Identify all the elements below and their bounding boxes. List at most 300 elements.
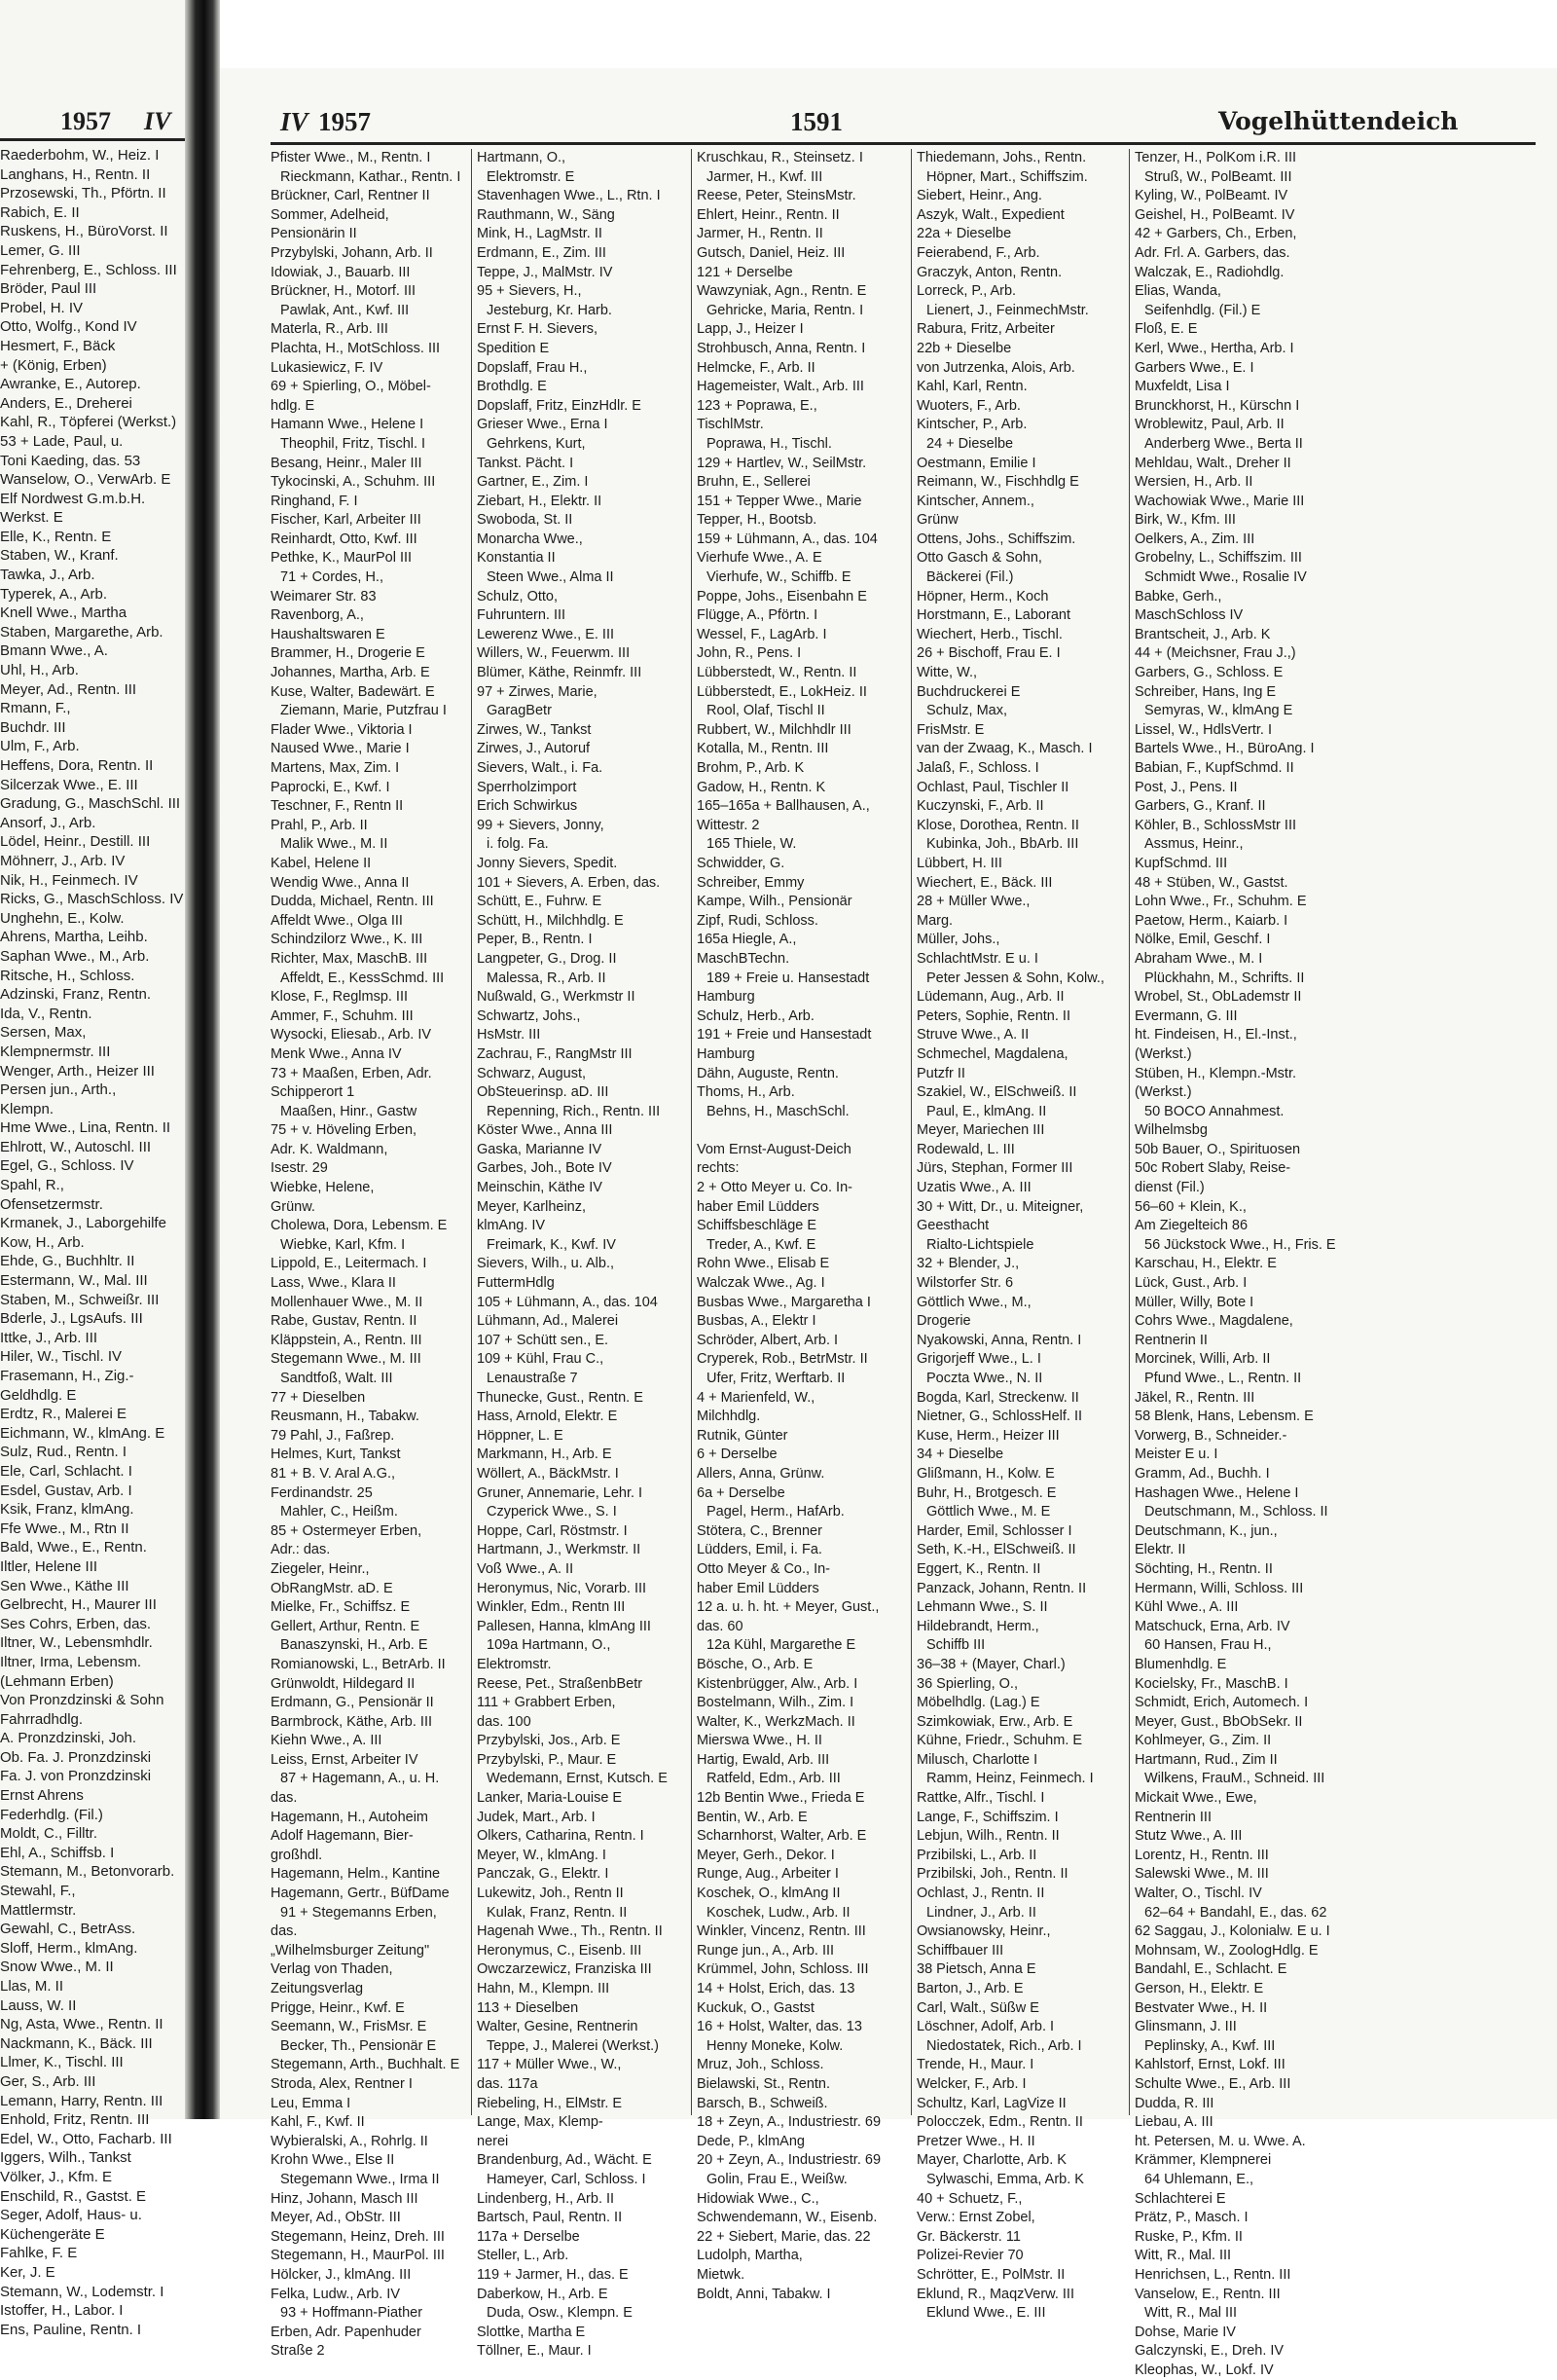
directory-entry: Lapp, J., Heizer I (697, 321, 804, 338)
directory-entry: 4 + Marienfeld, W., (697, 1389, 815, 1406)
directory-entry: Höpner, Mart., Schiffszim. (926, 168, 1088, 185)
directory-entry: Helmcke, F., Arb. II (697, 359, 815, 376)
directory-entry: Winkler, Vincenz, Rentn. III (697, 1923, 866, 1940)
directory-entry: Seifenhdlg. (Fil.) E (1144, 302, 1261, 318)
directory-entry: Wiechert, Herb., Tischl. (917, 626, 1063, 642)
directory-entry: Hiler, W., Tischl. IV (0, 1348, 123, 1366)
directory-entry: Mayer, Charlotte, Arb. K (917, 2152, 1067, 2169)
directory-entry: Ida, V., Rentn. (0, 1005, 92, 1022)
directory-entry: Kuse, Herm., Heizer III (917, 1427, 1060, 1444)
directory-entry: Zachrau, F., RangMstr III (477, 1045, 633, 1062)
directory-entry: Slottke, Martha E (477, 2324, 586, 2340)
directory-entry: Wysocki, Eliesab., Arb. IV (271, 1027, 432, 1044)
directory-entry: Ruske, P., Kfm. II (1135, 2228, 1243, 2245)
directory-entry: Sulz, Rud., Rentn. I (0, 1444, 127, 1461)
directory-entry: Sperrholzimport (477, 779, 577, 795)
directory-entry: Tepper, H., Bootsb. (697, 512, 817, 529)
directory-entry: Rutnik, Günter (697, 1427, 788, 1444)
directory-entry: Schulz, Herb., Arb. (697, 1007, 815, 1024)
street-heading: Vogelhüttendeich (1218, 107, 1459, 135)
directory-entry: Eichmann, W., klmAng. E (0, 1424, 165, 1442)
directory-entry: Blumenhdlg. E (1135, 1656, 1227, 1672)
directory-entry: großhdl. (271, 1847, 323, 1863)
directory-entry: Garbers, G., Kranf. II (1135, 798, 1266, 815)
directory-entry: Mickait Wwe., Ewe, (1135, 1790, 1257, 1807)
directory-entry: Matschuck, Erna, Arb. IV (1135, 1618, 1290, 1634)
directory-entry: Malik Wwe., M. II (280, 836, 388, 853)
directory-entry: Richter, Max, MaschB. III (271, 950, 428, 967)
directory-entry: Ker, J. E (0, 2263, 55, 2281)
directory-entry: Ger, S., Arb. III (0, 2072, 96, 2090)
directory-entry: Bösche, O., Arb. E (697, 1656, 814, 1672)
directory-entry: Fa. J. von Pronzdzinski (0, 1768, 152, 1785)
directory-entry: Bäckerei (Fil.) (926, 569, 1014, 586)
directory-entry: Pensionärin II (271, 226, 357, 242)
directory-entry: Hermann, Willi, Schloss. III (1135, 1580, 1304, 1596)
directory-entry: Haushaltswaren E (271, 626, 385, 642)
directory-entry: Ffe Wwe., M., Rtn II (0, 1520, 129, 1537)
page-number: 1591 (790, 107, 843, 136)
directory-entry: Hesmert, F., Bäck (0, 337, 116, 354)
directory-entry: 12b Bentin Wwe., Frieda E (697, 1790, 865, 1807)
directory-entry: Ziegeler, Heinr., (271, 1560, 370, 1577)
directory-entry: Vierhufe, W., Schiffb. E (706, 569, 851, 586)
header-rule (271, 142, 1536, 145)
directory-entry: Lübberstedt, E., LokHeiz. II (697, 683, 867, 700)
directory-entry: Ens, Pauline, Rentn. I (0, 2321, 142, 2338)
directory-entry: Eklund Wwe., E. III (926, 2305, 1046, 2322)
directory-entry: Snow Wwe., M. II (0, 1959, 114, 1976)
directory-entry: 129 + Hartlev, W., SeilMstr. (697, 455, 867, 471)
directory-entry: Nackmann, K., Bäck. III (0, 2034, 153, 2052)
directory-entry: Nyakowski, Anna, Rentn. I (917, 1332, 1082, 1348)
directory-entry: 36–38 + (Mayer, Charl.) (917, 1656, 1066, 1672)
directory-entry: (Werkst.) (1135, 1045, 1192, 1062)
directory-entry: Buchdruckerei E (917, 683, 1021, 700)
directory-entry: Lienert, J., FeinmechMstr. (926, 302, 1089, 318)
directory-entry: (Lehmann Erben) (0, 1672, 114, 1690)
directory-entry: Graczyk, Anton, Rentn. (917, 264, 1063, 280)
directory-entry: Langhans, H., Rentn. II (0, 165, 151, 183)
directory-entry: Esdel, Gustav, Arb. I (0, 1482, 132, 1499)
directory-entry: Teppe, J., Malerei (Werkst.) (487, 2037, 660, 2054)
directory-entry: Mehldau, Walt., Dreher II (1135, 455, 1291, 471)
directory-entry: Geldhdlg. E (0, 1386, 77, 1404)
directory-entry: 20 + Zeyn, A., Industriestr. 69 (697, 2152, 882, 2169)
directory-entry: klmAng. IV (477, 1218, 546, 1234)
directory-entry: Polizei-Revier 70 (917, 2248, 1024, 2264)
directory-entry: Wybieralski, A., Rohrlg. II (271, 2133, 428, 2149)
directory-entry: Runge jun., A., Arb. III (697, 1942, 835, 1959)
directory-entry: Lorentz, H., Rentn. III (1135, 1847, 1269, 1863)
directory-entry: Uzatis Wwe., A. III (917, 1180, 1032, 1196)
directory-entry: Lübberstedt, W., Rentn. II (697, 665, 857, 681)
directory-entry: Kiehn Wwe., A. III (271, 1733, 382, 1749)
directory-entry: Nölke, Emil, Geschf. I (1135, 932, 1271, 948)
directory-entry: Kahlstorf, Ernst, Lokf. III (1135, 2057, 1285, 2073)
directory-entry: Kühne, Friedr., Schuhm. E (917, 1733, 1083, 1749)
directory-entry: Ochlast, Paul, Tischler II (917, 779, 1069, 795)
directory-entry: SchlachtMstr. E u. I (917, 950, 1038, 967)
directory-entry: Ochlast, J., Rentn. II (917, 1886, 1045, 1902)
directory-entry: Gehricke, Maria, Rentn. I (706, 302, 864, 318)
directory-entry: Adolf Hagemann, Bier- (271, 1828, 414, 1845)
directory-entry: Zirwes, W., Tankst (477, 721, 592, 738)
directory-entry: Judek, Mart., Arb. I (477, 1809, 596, 1825)
directory-entry: Lewerenz Wwe., E. III (477, 626, 615, 642)
directory-entry: Ottens, Johs., Schiffszim. (917, 531, 1076, 547)
directory-entry: Llas, M. II (0, 1978, 64, 1995)
directory-entry: Jalaß, F., Schloss. I (917, 760, 1039, 776)
directory-entry: Evermann, G. III (1135, 1007, 1238, 1024)
directory-entry: 22a + Dieselbe (917, 226, 1012, 242)
directory-entry: Wuoters, F., Arb. (917, 397, 1021, 414)
directory-entry: von Jutrzenka, Alois, Arb. (917, 359, 1075, 376)
directory-entry: Hamburg (697, 989, 755, 1006)
directory-entry: Fehrenberg, E., Schloss. III (0, 261, 177, 278)
directory-entry: Elle, K., Rentn. E (0, 528, 112, 545)
directory-entry: Zipf, Rudi, Schloss. (697, 912, 818, 929)
directory-entry: Otto Gasch & Sohn, (917, 550, 1042, 567)
directory-entry: Glinsmann, J. III (1135, 2019, 1237, 2035)
directory-entry: 58 Blenk, Hans, Lebensm. E (1135, 1409, 1314, 1425)
directory-entry: 117a + Derselbe (477, 2228, 580, 2245)
left-page-section: IV (144, 107, 171, 135)
directory-entry: Hagenah Wwe., Th., Rentn. II (477, 1923, 663, 1940)
directory-entry: Grieser Wwe., Erna I (477, 417, 608, 433)
directory-entry: Hashagen Wwe., Helene I (1135, 1484, 1299, 1501)
directory-entry: Klempn. (0, 1100, 54, 1117)
directory-entry: Geishel, H., PolBeamt. IV (1135, 206, 1295, 223)
directory-entry: Meyer, Ad., Rentn. III (0, 680, 137, 698)
directory-entry: Ittke, J., Arb. III (0, 1329, 98, 1346)
directory-entry: Romianowski, L., BetrArb. II (271, 1656, 446, 1672)
directory-entry: Schwartz, Johs., (477, 1007, 581, 1024)
directory-entry: Dähn, Auguste, Rentn. (697, 1065, 839, 1081)
right-page (220, 68, 1557, 2378)
directory-entry: A. Pronzdzinski, Joh. (0, 1730, 137, 1747)
directory-entry: Vanselow, E., Rentn. III (1135, 2286, 1281, 2302)
directory-entry: Brohm, P., Arb. K (697, 760, 805, 776)
directory-entry: Heronymus, C., Eisenb. III (477, 1942, 642, 1959)
directory-entry: Mohnsam, W., ZoologHdlg. E (1135, 1942, 1319, 1959)
left-page-column (0, 146, 184, 2339)
directory-entry: Tankst. Pächt. I (477, 455, 574, 471)
directory-entry: Monarcha Wwe., (477, 531, 583, 547)
directory-entry: Steen Wwe., Alma II (487, 569, 614, 586)
directory-entry: Wendig Wwe., Anna II (271, 874, 410, 891)
directory-entry: Grigorjeff Wwe., L. I (917, 1351, 1041, 1368)
directory-entry: Geesthacht (917, 1218, 990, 1234)
directory-entry: Ehlrott, W., Autoschl. III (0, 1138, 152, 1155)
directory-entry: Sandtfoß, Walt. III (280, 1371, 393, 1386)
directory-entry: Cohrs Wwe., Magdalene, (1135, 1313, 1293, 1330)
directory-entry: Panczak, G., Elektr. I (477, 1866, 609, 1883)
directory-entry: 87 + Hagemann, A., u. H. (280, 1771, 440, 1787)
directory-entry: Lange, F., Schiffszim. I (917, 1809, 1059, 1825)
directory-entry: Lödel, Heinr., Destill. III (0, 833, 151, 851)
directory-entry: Erben, Adr. Papenhuder (271, 2324, 421, 2340)
directory-entry: Kintscher, Annem., (917, 493, 1034, 509)
directory-entry: Kistenbrügger, Alw., Arb. I (697, 1675, 858, 1692)
directory-entry: Paul, E., klmAng. II (926, 1103, 1047, 1119)
directory-entry: Hoppe, Carl, Röstmstr. I (477, 1522, 628, 1539)
directory-entry: Maaßen, Hinr., Gastw (280, 1103, 417, 1119)
directory-entry: Lühmann, Ad., Malerei (477, 1313, 619, 1330)
directory-entry: Sommer, Adelheid, (271, 206, 389, 223)
directory-entry: Kahl, R., Töpferei (Werkst.) (0, 414, 177, 431)
directory-entry: Tawka, J., Arb. (0, 567, 95, 584)
directory-entry: Affeldt Wwe., Olga III (271, 912, 403, 929)
book-gutter (185, 0, 220, 2119)
directory-entry: Garbers, G., Schloss. E (1135, 665, 1284, 681)
directory-entry: 117 + Müller Wwe., W., (477, 2057, 622, 2073)
directory-entry: 71 + Cordes, H., (280, 569, 383, 586)
directory-entry: Ammer, F., Schuhm. III (271, 1007, 414, 1024)
directory-entry: Nußwald, G., Werkmstr II (477, 989, 635, 1006)
directory-entry: 165a Hiegle, A., (697, 932, 797, 948)
directory-entry: 56 Jückstock Wwe., H., Fris. E (1144, 1236, 1336, 1253)
directory-entry: dienst (Fil.) (1135, 1180, 1205, 1196)
directory-entry: Mahler, C., Heißm. (280, 1504, 398, 1520)
directory-entry: 44 + (Meichsner, Frau J.,) (1135, 645, 1296, 662)
directory-entry: van der Zwaag, K., Masch. I (917, 741, 1093, 757)
directory-entry: Elektr. II (1135, 1542, 1186, 1558)
directory-entry: Weimarer Str. 83 (271, 588, 377, 604)
directory-entry: Lübbert, H. III (917, 855, 1002, 871)
directory-entry: Vierhufe Wwe., A. E (697, 550, 822, 567)
directory-entry: Gradung, G., MaschSchl. III (0, 795, 181, 813)
directory-entry: Elektromstr. (477, 1656, 552, 1672)
directory-entry: Duda, Osw., Klempn. E (487, 2305, 633, 2322)
directory-entry: Banaszynski, H., Arb. E (280, 1637, 428, 1654)
directory-entry: Milchhdlg. (697, 1409, 761, 1425)
directory-entry: Dopslaff, Fritz, EinzHdlr. E (477, 397, 641, 414)
directory-entry: Sen Wwe., Käthe III (0, 1577, 129, 1594)
directory-entry: Adr.: das. (271, 1542, 331, 1558)
directory-entry: Horstmann, E., Laborant (917, 607, 1070, 624)
directory-entry: Stegemann Wwe., Irma II (280, 2171, 440, 2187)
directory-entry: Gelbrecht, H., Maurer III (0, 1596, 157, 1614)
directory-entry: Kow, H., Arb. (0, 1233, 85, 1251)
directory-entry: Gr. Bäckerstr. 11 (917, 2228, 1021, 2245)
directory-entry: 105 + Lühmann, A., das. 104 (477, 1294, 658, 1310)
directory-entry: Bogda, Karl, Streckenw. II (917, 1389, 1079, 1406)
directory-entry: Probel, H. IV (0, 299, 84, 316)
directory-entry: Allers, Anna, Grünw. (697, 1465, 825, 1482)
directory-entry: Kotalla, M., Rentn. III (697, 741, 829, 757)
directory-entry: 75 + v. Höveling Erben, (271, 1122, 417, 1139)
directory-entry: Thoms, H., Arb. (697, 1084, 795, 1101)
directory-entry: Estermann, W., Mal. III (0, 1272, 148, 1290)
directory-entry: Bartsch, Paul, Rentn. II (477, 2210, 623, 2226)
directory-entry: Awranke, E., Autorep. (0, 376, 141, 393)
directory-entry: Nik, H., Feinmech. IV (0, 871, 138, 889)
directory-entry: Hamburg (697, 1045, 755, 1062)
directory-column-4 (917, 149, 1111, 2322)
directory-entry: Rieckmann, Kathar., Rentn. I (280, 168, 461, 185)
directory-entry: Floß, E. E (1135, 321, 1198, 338)
directory-entry: 28 + Müller Wwe., (917, 894, 1031, 910)
directory-entry: Kuckuk, O., Gastst (697, 1999, 815, 2016)
directory-entry: 113 + Dieselben (477, 1999, 579, 2016)
directory-entry: 42 + Garbers, Ch., Erben, (1135, 226, 1297, 242)
directory-entry: Bmann Wwe., A. (0, 642, 108, 660)
directory-entry: Kuse, Walter, Badewärt. E (271, 683, 435, 700)
directory-entry: Ehlert, Heinr., Rentn. II (697, 206, 840, 223)
directory-entry: Barsch, B., Schweiß. (697, 2095, 828, 2111)
directory-entry: Babke, Gerh., (1135, 588, 1222, 604)
directory-entry: Mollenhauer Wwe., M. II (271, 1294, 423, 1310)
directory-entry: Klose, F., Reglmsp. III (271, 989, 409, 1006)
directory-entry: Behns, H., MaschSchl. (706, 1103, 850, 1119)
directory-entry: Barmbrock, Käthe, Arb. III (271, 1713, 433, 1730)
directory-entry: Otto, Wolfg., Kond IV (0, 318, 137, 336)
directory-entry: Przybylski, Johann, Arb. II (271, 244, 433, 261)
directory-entry: Ruskens, H., BüroVorst. II (0, 223, 168, 240)
directory-entry: Meyer, W., klmAng. I (477, 1847, 606, 1863)
directory-entry: Wilhelmsbg (1135, 1122, 1208, 1139)
directory-entry: Koschek, O., klmAng II (697, 1886, 841, 1902)
directory-entry: 24 + Dieselbe (926, 435, 1014, 452)
directory-entry: Prahl, P., Arb. II (271, 817, 368, 833)
directory-entry: Toni Kaeding, das. 53 (0, 452, 141, 469)
directory-entry: Schwarz, August, (477, 1065, 587, 1081)
directory-entry: Von Pronzdzinski & Sohn (0, 1692, 164, 1709)
directory-entry: 50 BOCO Annahmest. (1144, 1103, 1285, 1119)
directory-entry: Schütt, H., Milchhdlg. E (477, 912, 624, 929)
directory-entry: Krmanek, J., Laborgehilfe (0, 1215, 166, 1232)
directory-entry: 62 Saggau, J., Kolonialw. E u. I (1135, 1923, 1330, 1940)
directory-entry: 32 + Blender, J., (917, 1256, 1020, 1272)
directory-entry: Schlachterei E (1135, 2190, 1226, 2207)
directory-entry: Sersen, Max, (0, 1024, 87, 1042)
directory-entry: Enschild, R., Gastst. E (0, 2187, 147, 2205)
directory-entry: Meinschin, Käthe IV (477, 1180, 602, 1196)
directory-entry: Ziebart, H., Elektr. II (477, 493, 602, 509)
directory-entry: Meyer, Mariechen III (917, 1122, 1045, 1139)
directory-entry: das. (271, 1790, 298, 1807)
directory-entry: Gutsch, Daniel, Heiz. III (697, 244, 846, 261)
directory-entry: Theophil, Fritz, Tischl. I (280, 435, 426, 452)
directory-entry: i. folg. Fa. (487, 836, 549, 853)
directory-entry: Wessel, F., LagArb. I (697, 626, 827, 642)
directory-entry: Meyer, Gust., BbObSekr. II (1135, 1713, 1303, 1730)
directory-entry: 81 + B. V. Aral A.G., (271, 1465, 396, 1482)
directory-entry: Swoboda, St. II (477, 512, 573, 529)
directory-entry: Peters, Sophie, Rentn. II (917, 1007, 1070, 1024)
directory-entry: Elektromstr. E (487, 168, 575, 185)
directory-entry: Gewahl, C., BetrAss. (0, 1921, 136, 1938)
column-divider (911, 149, 912, 2115)
directory-entry: 2 + Otto Meyer u. Co. In- (697, 1180, 852, 1196)
directory-entry: Gehrkens, Kurt, (487, 435, 586, 452)
directory-entry: Ehl, A., Schiffsb. I (0, 1844, 115, 1861)
directory-entry: Lenaustraße 7 (487, 1371, 578, 1386)
directory-entry: Adr. Frl. A. Garbers, das. (1135, 244, 1290, 261)
directory-entry: Polocczek, Edm., Rentn. II (917, 2114, 1083, 2131)
directory-entry: Höpner, Herm., Koch (917, 588, 1049, 604)
directory-entry: 79 Pahl, J., Faßrep. (271, 1427, 395, 1444)
directory-entry: Persen jun., Arth., (0, 1081, 117, 1099)
directory-entry: Prigge, Heinr., Kwf. E (271, 1999, 405, 2016)
directory-entry: 18 + Zeyn, A., Industriestr. 69 (697, 2114, 882, 2131)
directory-entry: Zeitungsverlag (271, 1981, 364, 1996)
directory-entry: Vom Ernst-August-Deich (697, 1141, 851, 1157)
directory-entry: Peper, B., Rentn. I (477, 932, 593, 948)
directory-entry: Iltner, W., Lebensmhdlr. (0, 1634, 153, 1652)
directory-entry (697, 1121, 891, 1141)
directory-entry: 14 + Holst, Erich, das. 13 (697, 1981, 855, 1996)
directory-entry: Möbelhdlg. (Lag.) E (917, 1695, 1040, 1711)
directory-entry: Fuhruntern. III (477, 607, 566, 624)
directory-entry: Hölcker, J., klmAng. III (271, 2266, 412, 2283)
directory-entry: Rentnerin III (1135, 1809, 1212, 1825)
directory-entry: Owsianowsky, Heinr., (917, 1923, 1051, 1940)
directory-entry: Walter, Gesine, Rentnerin (477, 2019, 638, 2035)
directory-entry: Rentnerin II (1135, 1332, 1208, 1348)
directory-entry: Kahl, F., Kwf. II (271, 2114, 365, 2131)
directory-entry: Gellert, Arthur, Rentn. E (271, 1618, 420, 1634)
directory-entry: 62–64 + Bandahl, E., das. 62 (1144, 1904, 1327, 1921)
directory-entry: Ehde, G., Buchhltr. II (0, 1253, 135, 1270)
directory-entry: 40 + Schuetz, F., (917, 2190, 1023, 2207)
directory-entry: Ratfeld, Edm., Arb. III (706, 1771, 841, 1787)
directory-entry: Tykocinski, A., Schuhm. III (271, 474, 436, 491)
directory-entry: Stegemann, H., MaurPol. III (271, 2248, 445, 2264)
directory-entry: Istoffer, H., Labor. I (0, 2302, 124, 2320)
directory-entry: Marg. (917, 912, 954, 929)
directory-entry: Assmus, Heinr., (1144, 836, 1244, 853)
directory-entry: Rabura, Fritz, Arbeiter (917, 321, 1055, 338)
directory-entry: Dudda, R. III (1135, 2095, 1214, 2111)
directory-entry: Bröder, Paul III (0, 280, 97, 298)
directory-entry: Staben, Margarethe, Arb. (0, 623, 163, 641)
directory-entry: Golin, Frau E., Weißw. (706, 2171, 848, 2187)
directory-entry: Pfund Wwe., L., Rentn. II (1144, 1371, 1302, 1386)
directory-entry: Trende, H., Maur. I (917, 2057, 1034, 2073)
directory-entry: Schwendemann, W., Eisenb. (697, 2210, 878, 2226)
directory-entry: Bielawski, St., Rentn. (697, 2075, 830, 2092)
directory-entry: Thunecke, Gust., Rentn. E (477, 1389, 643, 1406)
directory-entry: Reusmann, H., Tabakw. (271, 1409, 419, 1425)
directory-entry: Rabich, E. II (0, 203, 80, 221)
directory-entry: Stutz Wwe., A. III (1135, 1828, 1243, 1845)
directory-entry: Straße 2 (271, 2343, 325, 2360)
directory-entry: Hartmann, J., Werkmstr. II (477, 1542, 641, 1558)
directory-entry: Unghehn, E., Kolw. (0, 909, 125, 927)
directory-entry: Salewski Wwe., M. III (1135, 1866, 1269, 1883)
directory-entry: Szimkowiak, Erw., Arb. E (917, 1713, 1073, 1730)
directory-entry: Rodewald, L. III (917, 1141, 1015, 1157)
directory-entry: Vorwerg, B., Schneider.- (1135, 1427, 1287, 1444)
directory-entry: Ringhand, F. I (271, 493, 358, 509)
directory-entry: Plückhahn, M., Schrifts. II (1144, 970, 1305, 986)
directory-entry: Jürs, Stephan, Former III (917, 1160, 1073, 1177)
directory-entry: Schrötter, E., PolMstr. II (917, 2266, 1066, 2283)
directory-entry: Abraham Wwe., M. I (1135, 950, 1263, 967)
directory-entry: Przybylski, Jos., Arb. E (477, 1733, 621, 1749)
directory-entry: Kuczynski, F., Arb. II (917, 798, 1044, 815)
directory-entry: Schiffb III (926, 1637, 986, 1654)
directory-entry: Hidowiak Wwe., C., (697, 2190, 819, 2207)
directory-entry: Walczak, E., Radiohdlg. (1135, 264, 1285, 280)
directory-entry: Rool, Olaf, Tischl II (706, 703, 825, 719)
directory-entry: Siebert, Heinr., Ang. (917, 188, 1042, 204)
directory-entry: Reese, Peter, SteinsMstr. (697, 188, 856, 204)
directory-entry: Aszyk, Walt., Expedient (917, 206, 1065, 223)
directory-entry: Adr. K. Waldmann, (271, 1141, 388, 1157)
